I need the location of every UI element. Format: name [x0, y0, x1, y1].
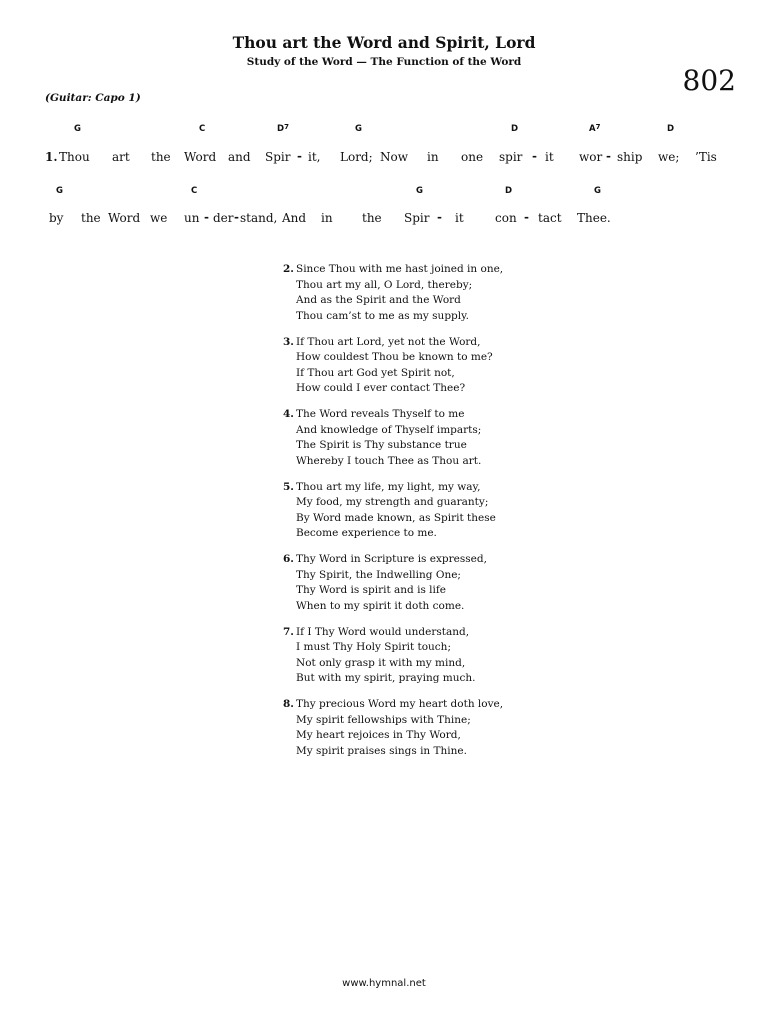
verse-line: My spirit fellowships with Thine; — [296, 713, 471, 726]
lyric-syllable: we — [150, 211, 168, 225]
lyric-syllable: ’Tis — [695, 150, 717, 164]
verse-line: My spirit praises sings in Thine. — [296, 744, 467, 757]
lyric-syllable: the — [81, 211, 101, 225]
lyric-syllable: and — [228, 150, 251, 164]
verse-line: By Word made known, as Spirit these — [296, 511, 496, 524]
lyric-syllable: Now — [380, 150, 408, 164]
verse-line: How couldest Thou be known to me? — [296, 351, 493, 363]
chord: G — [594, 186, 601, 196]
lyric-syllable: der — [213, 211, 234, 225]
verse-line: Thou art my life, my light, my way, — [296, 480, 481, 493]
lyric-syllable: Lord; — [340, 150, 373, 164]
verse-number: 7. — [283, 625, 294, 638]
footer-website-link[interactable]: www.hymnal.net — [342, 978, 426, 989]
lyric-syllable: un — [184, 211, 200, 225]
verse-line: And as the Spirit and the Word — [296, 294, 461, 306]
lyric-syllable: con — [495, 211, 517, 225]
verse-line: Thou art my all, O Lord, thereby; — [296, 278, 473, 291]
verse-number: 4. — [283, 408, 294, 420]
verse-line: If Thou art Lord, yet not the Word, — [296, 335, 481, 348]
lyric-syllable: it, — [308, 150, 321, 164]
chord: G — [56, 186, 63, 196]
verse — [283, 335, 583, 397]
verse-number: 1. — [45, 150, 58, 164]
verse-line: My food, my strength and guaranty; — [296, 496, 489, 508]
lyric-syllable: Spir — [404, 211, 430, 225]
chord: G — [74, 124, 81, 134]
verse-line: If I Thy Word would understand, — [296, 625, 470, 638]
verse-line: The Spirit is Thy substance true — [296, 439, 467, 451]
verse — [283, 625, 583, 687]
verse-line: Not only grasp it with my mind, — [296, 656, 466, 669]
lyric-syllable: it — [545, 150, 554, 164]
verse-number: 6. — [283, 553, 294, 565]
hymn-title: Thou art the Word and Spirit, Lord — [232, 33, 536, 52]
verse-line: The Word reveals Thyself to me — [296, 408, 465, 420]
lyric-syllable: And — [282, 211, 307, 225]
lyric-syllable: the — [151, 150, 171, 164]
verse-line: Thy Word is spirit and is life — [296, 584, 446, 596]
verses-list — [283, 262, 583, 770]
verse-line: I must Thy Holy Spirit touch; — [296, 641, 451, 653]
chord: D — [667, 124, 675, 134]
verse — [283, 407, 583, 469]
verse-line: My heart rejoices in Thy Word, — [296, 729, 461, 741]
lyric-syllable: stand, — [240, 211, 278, 225]
lyric-syllable: Word — [184, 150, 217, 164]
guitar-capo-note: (Guitar: Capo 1) — [45, 92, 141, 104]
chord: D — [505, 186, 513, 196]
verse-line: But with my spirit, praying much. — [296, 672, 476, 684]
verse — [283, 552, 583, 614]
hyphen: - — [532, 149, 537, 163]
verse-line: Thy Spirit, the Indwelling One; — [296, 568, 461, 581]
chord: C — [199, 124, 206, 134]
chord: $D^7$ — [277, 123, 289, 134]
lyric-syllable: in — [321, 211, 333, 225]
lyric-syllable: Word — [108, 211, 141, 225]
lyric-syllable: by — [49, 211, 64, 225]
lyric-syllable: spir — [499, 150, 523, 164]
lyric-syllable: ship — [617, 150, 643, 164]
verse — [283, 262, 583, 324]
verse-number: 2. — [283, 263, 294, 275]
chord: $A^7$ — [589, 123, 601, 134]
verse-line: And knowledge of Thyself imparts; — [296, 423, 482, 436]
verse-number: 5. — [283, 480, 294, 493]
hyphen: - — [437, 210, 442, 224]
hyphen: - — [606, 149, 611, 163]
lyric-syllable: it — [455, 211, 464, 225]
verse-line: Thou cam’st to me as my supply. — [296, 309, 469, 322]
verse — [283, 480, 583, 542]
hyphen: - — [234, 210, 239, 224]
verse-line: Thy Word in Scripture is expressed, — [296, 553, 487, 565]
verse-line: When to my spirit it doth come. — [296, 599, 465, 612]
hyphen: - — [524, 210, 529, 224]
verse-line: Since Thou with me hast joined in one, — [296, 263, 504, 275]
hymn-number: 802 — [682, 64, 736, 97]
lyric-syllable: one — [461, 150, 484, 164]
chord: C — [191, 186, 198, 196]
verse-line: How could I ever contact Thee? — [296, 382, 466, 394]
chord: G — [355, 124, 362, 134]
hyphen: - — [297, 149, 302, 163]
verse-line: If Thou art God yet Spirit not, — [296, 366, 455, 379]
hyphen: - — [204, 210, 209, 224]
lyric-syllable: Thee. — [577, 211, 611, 225]
lyric-syllable: tact — [538, 211, 562, 225]
chord: D — [511, 124, 519, 134]
lyric-syllable: Spir — [265, 150, 291, 164]
lyric-syllable: art — [112, 150, 130, 164]
verse-number: 8. — [283, 698, 294, 710]
lyric-syllable: wor — [579, 150, 603, 164]
verse-line: Become experience to me. — [296, 527, 437, 539]
chord: G — [416, 186, 423, 196]
verse-line: Whereby I touch Thee as Thou art. — [296, 454, 482, 467]
lyric-syllable: in — [427, 150, 439, 164]
verse — [283, 697, 583, 759]
lyric-syllable: we; — [658, 150, 680, 164]
lyric-syllable: the — [362, 211, 382, 225]
hymn-subtitle: Study of the Word — The Function of the Word — [246, 56, 522, 68]
verse-number: 3. — [283, 335, 294, 348]
verse-line: Thy precious Word my heart doth love, — [296, 698, 504, 710]
lyric-syllable: Thou — [59, 150, 90, 164]
